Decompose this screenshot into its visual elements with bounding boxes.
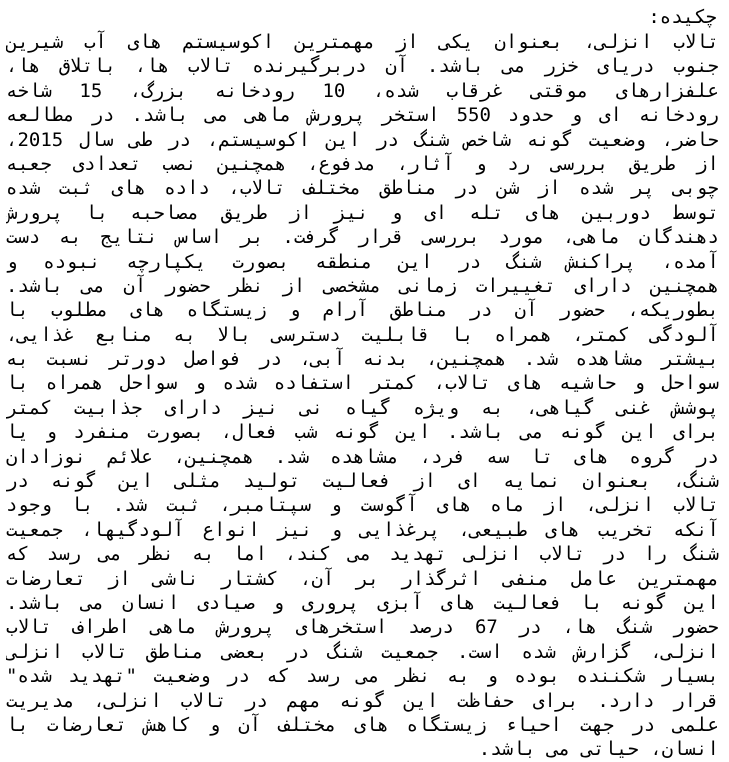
abstract-line: از طریق بررسی رد و آثار، مدفوع، همچنین نصب تعدادی جعبه [6,152,719,175]
abstract-line: چوبی پر شده از شن در مناطق مختلف تالاب، داده های ثبت شده [6,177,719,200]
document-page [6,4,719,761]
abstract-line: آمده، پراکنش شنگ در این منطقه بصورت یکپارچه نبوده و [6,250,719,273]
abstract-line: جنوب دریای خزر می باشد. آن دربرگیرنده تالاب ها، باتلاق ها، [6,55,719,78]
abstract-line: بطوریکه، حضور آن در مناطق آرام و زیستگاه های مطلوب با [6,299,719,322]
abstract-line: انسان، حیاتی می باشد. [478,738,719,761]
abstract-body [6,30,719,762]
abstract-line: پوشش غنی گیاهی، به ویژه گیاه نی نیز دارای جذابیت کمتر [6,396,719,419]
abstract-line: تالاب انزلی، بعنوان یکی از مهمترین اکوسیستم های آب شیرین [6,31,719,53]
abstract-line: علفزارهای موقتی غرقاب شده، 10 رودخانه بزرگ، 15 شاخه [6,79,719,102]
abstract-line: برای این گونه می باشد. این گونه شب فعال، بصورت منفرد و یا [6,421,719,444]
abstract-line: تالاب انزلی، از ماه های آگوست و سپتامبر، ثبت شد. با وجود [6,494,719,517]
abstract-line: دهندگان ماهی، مورد بررسی قرار گرفت. بر اساس نتایج به دست [6,226,719,249]
abstract-heading: چکیده: [648,6,717,28]
abstract-line: این گونه با فعالیت های آبزی پروری و صیادی انسان می باشد. [6,591,719,614]
abstract-line: علمی در جهت احیاء زیستگاه های مختلف آن و کاهش تعارضات با [6,713,719,736]
abstract-line: انزلی، گزارش شده است. جمعیت شنگ در بعضی مناطق تالاب انزلی [6,640,719,663]
abstract-line: در گروه های تا سه فرد، مشاهده شد. همچنین، علائم نوزادان [6,445,719,468]
abstract-line: همچنین دارای تغییرات زمانی مشخصی از نظر حضور آن می باشد. [6,274,719,297]
abstract-line: حضور شنگ ها، در 67 درصد استخرهای پرورش ماهی اطراف تالاب [6,616,719,639]
abstract-line: شنگ، بعنوان نمایه ای از فعالیت تولید مثلی این گونه در [6,470,719,493]
abstract-line: بیشتر مشاهده شد. همچنین، بدنه آبی، در فواصل دورتر نسبت به [6,348,719,371]
abstract-line: آنکه تخریب های طبیعی، پرغذایی و نیز انواع آلودگیها، جمعیت [6,518,719,541]
abstract-line: قرار دارد. برای حفاظت این گونه مهم در تالاب انزلی، مدیریت [6,689,719,712]
abstract-line: سواحل و حاشیه های تالاب، کمتر استفاده شده و سواحل همراه با [6,372,719,395]
abstract-line: آلودگی کمتر، همراه با قابلیت دسترسی بالا به منابع غذایی، [6,323,719,346]
abstract-line: توسط دوربین های تله ای و نیز از طریق مصاحبه با پرورش [6,201,719,224]
abstract-line: رودخانه ای و حدود 550 استخر پرورش ماهی می باشد. در مطالعه [6,104,719,127]
abstract-line: حاضر، وضعیت گونه شاخص شنگ در این اکوسیستم، در طی سال 2015، [6,128,719,151]
abstract-line: بسیار شکننده بوده و به نظر می رسد که در وضعیت "تهدید شده" [6,665,719,688]
abstract-line: شنگ را در تالاب انزلی تهدید می کند، اما به نظر می رسد که [6,543,719,566]
abstract-line: مهمترین عامل منفی اثرگذار بر آن، کشتار ناشی از تعارضات [6,567,719,590]
